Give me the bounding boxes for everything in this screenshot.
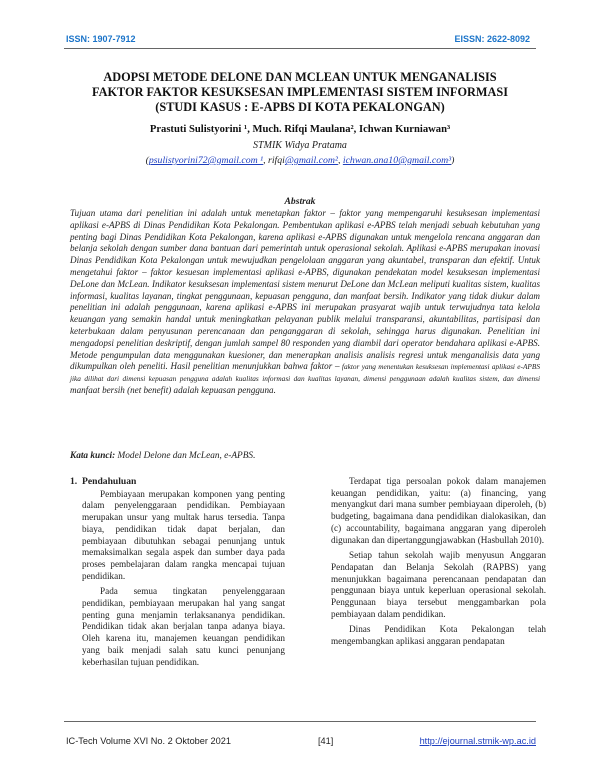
email-link-3[interactable]: ichwan.ana10@gmail.com³ bbox=[342, 155, 452, 166]
footer-rule bbox=[64, 721, 536, 722]
title-line: ADOPSI METODE DELONE DAN MCLEAN UNTUK MENGANALISIS bbox=[103, 70, 497, 84]
institution: STMIK Widya Pratama bbox=[253, 140, 347, 151]
eissn-label: EISSN: 2622-8092 bbox=[454, 34, 530, 44]
section-title: Pendahuluan bbox=[82, 476, 137, 487]
paragraph: Terdapat tiga persoalan pokok dalam manajemen keuangan pendidikan, yaitu: (a) financing, yang menyangkut dari mana sumber pembiayaan diperoleh, (b) budgeting, bagaimana dana pendidikan dialokasikan, dan (c) accountability, bagaimana anggaran yang diperoleh digunakan dan dipertanggungjawabkan (Hasbullah 2010). bbox=[331, 476, 546, 545]
title-line: FAKTOR FAKTOR KESUKSESAN IMPLEMENTASI SISTEM INFORMASI bbox=[92, 85, 508, 99]
right-column bbox=[331, 476, 546, 652]
author-emails: (psulistyorini72@gmail.com ¹, rifqi@gmail.com², ichwan.ana10@gmail.com³) bbox=[145, 155, 455, 166]
author-list: Prastuti Sulistyorini ¹, Much. Rifqi Maulana², Ichwan Kurniawan³ bbox=[149, 124, 451, 135]
paragraph: Pada semua tingkatan penyelenggaraan pendidikan, pembiayaan merupakan hal yang sangat penting guna menjamin terlaksananya pendidikan. Pendidikan tidak akan berjalan tanpa adanya biaya. Oleh karena itu, manajemen keuangan pendidikan yang baik menjadi salah satu kunci penunjang keberhasilan tujuan pendidikan. bbox=[82, 586, 285, 667]
issn-label: ISSN: 1907-7912 bbox=[66, 34, 136, 44]
title-line: (STUDI KASUS : E-APBS DI KOTA PEKALONGAN) bbox=[155, 100, 445, 114]
left-column bbox=[70, 476, 285, 672]
paragraph: Dinas Pendidikan Kota Pekalongan telah mengembangkan aplikasi anggaran pendapatan bbox=[331, 624, 546, 647]
issn-header bbox=[66, 34, 530, 44]
section-number: 1. bbox=[70, 476, 78, 487]
journal-url-link[interactable]: http://ejournal.stmik-wp.ac.id bbox=[419, 736, 536, 746]
email-link-1[interactable]: psulistyorini72@gmail.com ¹ bbox=[148, 155, 264, 166]
email-link-2[interactable]: @gmail.com² bbox=[284, 155, 338, 166]
page-number: [41] bbox=[318, 736, 334, 746]
section-heading bbox=[70, 476, 285, 488]
paper-title bbox=[60, 70, 540, 115]
header-rule bbox=[64, 48, 536, 49]
keywords bbox=[70, 451, 540, 461]
paragraph: Pembiayaan merupakan komponen yang penting dalam penyelenggaraan pendidikan. Pembiayaan merupakan unsur yang multak harus tersedia. Tanpa biaya, pendidikan tidak dapat berjalan, dan pembiayaan dibutuhkan sebagai penunjang untuk memaksimalkan segala aspek dan sumber daya pada proses pembelajaran dalam rangka mencapai tujuan pendidikan. bbox=[82, 488, 285, 581]
abstract-body: Tujuan utama dari penelitian ini adalah untuk menetapkan faktor – faktor yang mempengaruhi kesuksesan implementasi aplikasi e-APBS di Dinas Pendidikan Kota Pekalongan. Pembentukan aplikasi e-APBS telah menjadi sebuah kebutuhan yang penting bagi Dinas Pendidikan Kota Pekalongan, karena aplikasi e-APBS digunakan untuk mengelola rencana anggaran dan belanja sekolah dengan sumber dana bantuan dari pemerintah untuk operasional sekolah. Aplikasi e-APBS merupakan inovasi Dinas Pendidikan Kota Pekalongan untuk mewujudkan pengelolaan anggaran yang akuntabel, transparan dan efektif. Untuk mengetahui faktor – faktor kesuesan implementasi aplikasi e-APBS, digunakan pendekatan model kesuksesan implementasi DeLone dan McLean. Indikator kesuksesan implementasi sistem menurut DeLone dan McLean meliputi kualitas sistem, kualitas informasi, kualitas layanan, tingkat penggunaan, kepuasan pengguna, dan manfaat bersih. Indikator yang tidak diukur dalam penelitian ini adalah penggunaan, karena aplikasi e-APBS ini merupakan prasyarat wajib untuk terwujudnya tata kelola keuangan yang semakin handal untuk meningkatkan pelayanan publik melalui transparansi, akuntabilitas, partisipasi dan keterbukaan dalam penyusunan perencanaan dan penganggaran di sekolah, sehingga harus digunakan. Penelitian ini mengadopsi penelitian deskriptif, dengan jumlah sampel 80 responden yang diambil dari operator bendahara aplikasi e-APBS. Metode pengumpulan data menggunakan kuesioner, dan menerapkan analisis analisis regresi untuk menganalisis data yang dikumpulkan oleh peneliti. Hasil penelitian menunjukkan bahwa faktor – faktor yang menentukan kesuksesan implementasi aplikasi e-APBS jika dilihat dari dimensi kepuasan pengguna adalah kualitas informasi dan kualitas layanan, dimensi penggunaan adalah kualitas sistem, dan dimensi manfaat bersih (net benefit) adalah kepuasan pengguna. bbox=[70, 208, 540, 395]
journal-name: IC-Tech Volume XVI No. 2 Oktober 2021 bbox=[66, 736, 231, 746]
keywords-label: Kata kunci: bbox=[70, 451, 116, 461]
keywords-value: Model Delone dan McLean, e-APBS. bbox=[115, 451, 256, 461]
abstract-heading: Abstrak bbox=[284, 196, 316, 207]
paragraph: Setiap tahun sekolah wajib menyusun Anggaran Pendapatan dan Belanja Sekolah (RAPBS) yang menunjukkan bagaimana perencanaan pendapatan dan penggunaan biaya untuk keperluan operasional sekolah. Penggunaan biaya tersebut menggambarkan pola pembiayaan dalam pendidikan. bbox=[331, 550, 546, 619]
